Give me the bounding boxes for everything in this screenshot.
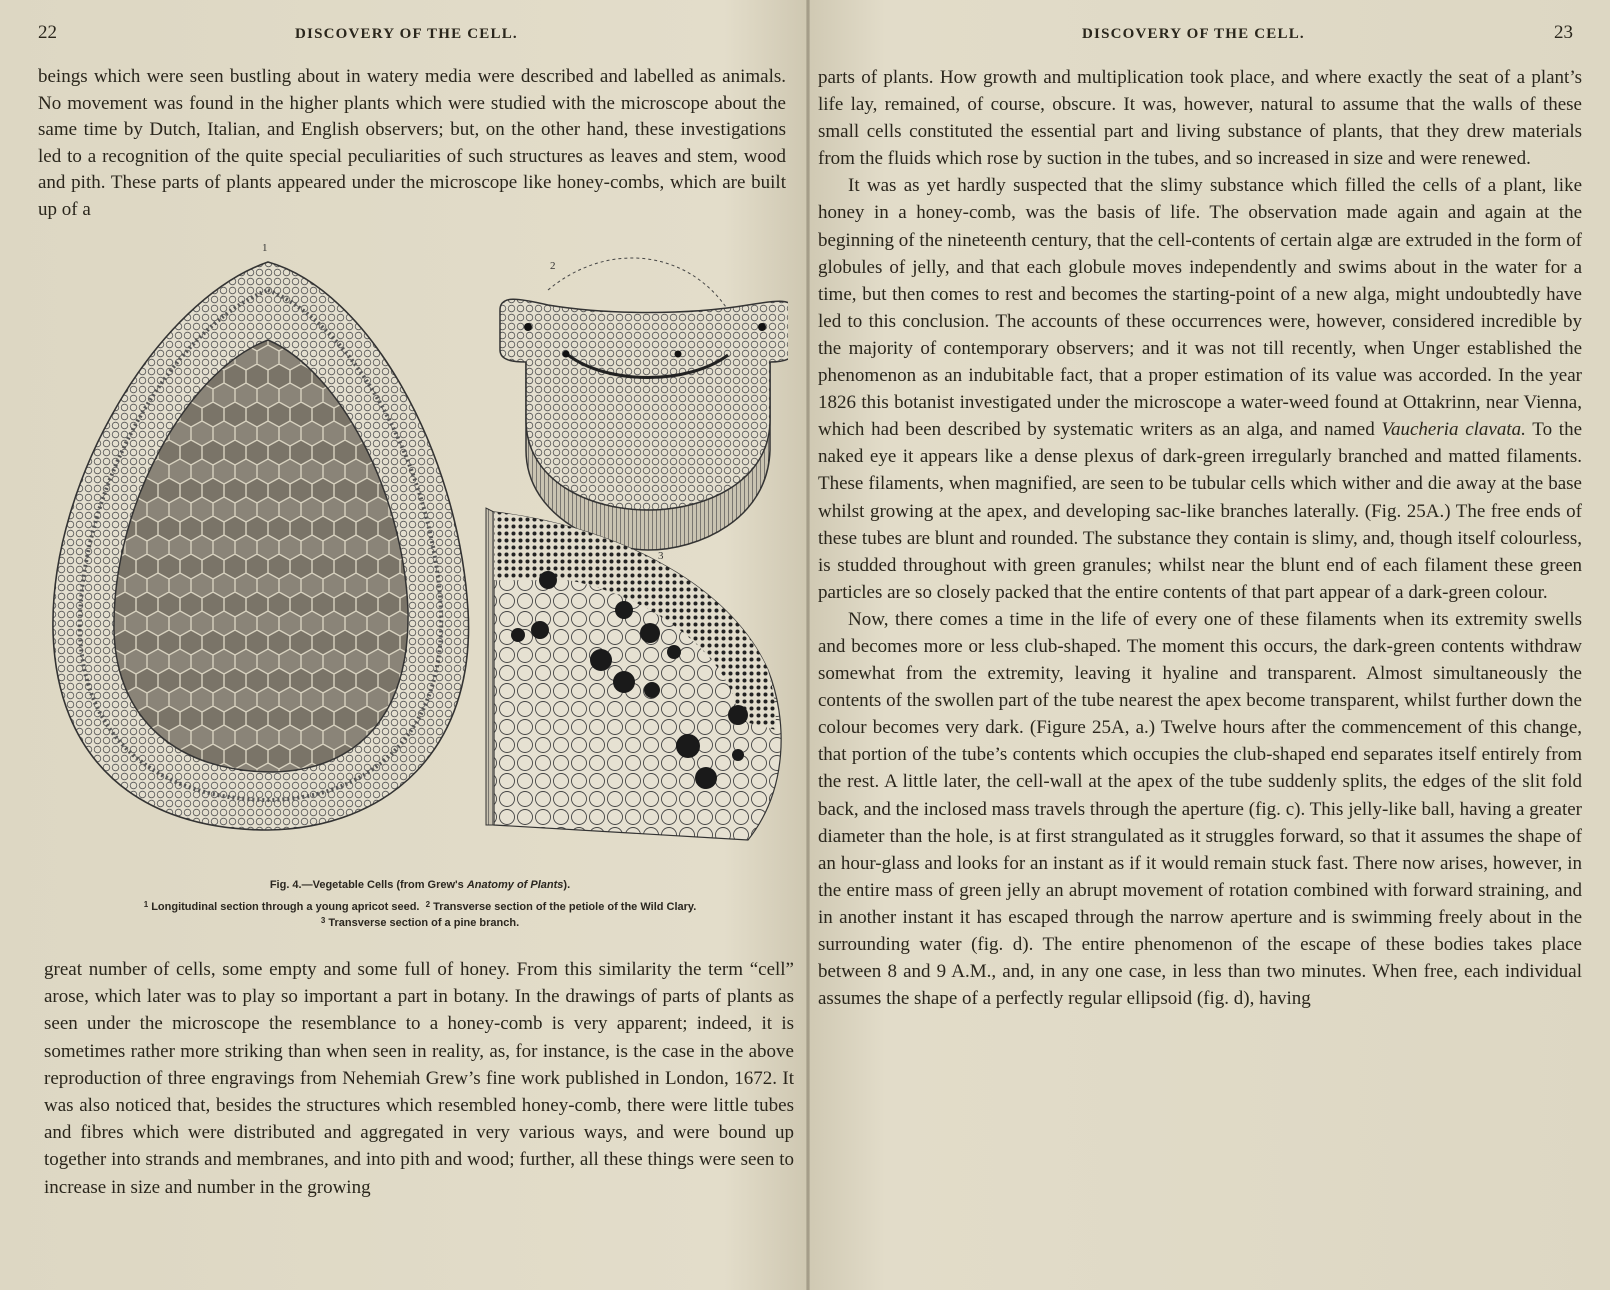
paragraph: great number of cells, some empty and some full of honey. From this similarity the term “cell” arose, which later was to play so important a part in botany. In the drawings of parts of plants as seen under the microscope the resemblance to a honey-comb is very apparent; indeed, it is sometimes rather more striking than when seen in reality, as, for instance, is the case in the above reproduction of three engravings from Nehemiah Grew’s fine work published in London, 1672. It was also noticed that, besides the structures which resembled honey-comb, there were little tubes and fibres which were distributed and aggregated in very various ways, and were bound up together into strands and membranes, and into pith and wood; further, all these things were seen to increase in size and number in the growing [44,959,794,1198]
figure-label-3: 3 [658,550,664,562]
caption-item-2: $^2$ Transverse section of the petiole of the Wild Clary. [425,900,697,913]
paragraph: parts of plants. How growth and multiplication took place, and where exactly the seat of a plant’s life lay, remained, of course, obscure. It was, however, natural to assume that the walls of these small cells constituted the essential part and living substance of plants, that they drew materials from the fluids which rose by suction in the tubes, and so increased in size and were renewed. [818,67,1582,170]
right-page [810,0,1610,1290]
caption-item-3: $^3$ Transverse section of a pine branch. [320,916,520,929]
caption-item-1: $^1$ Longitudinal section through a young apricot seed. [143,900,420,913]
figure-illustration [48,250,788,870]
left-page-top-text [38,64,786,223]
figure-caption-title: Fig. 4.—Vegetable Cells (from Grew's Anatomy of Plants). [269,879,571,891]
figure-vegetable-cells [48,242,788,870]
paragraph: beings which were seen bustling about in watery media were described and labelled as animals. No movement was found in the higher plants which were studied with the microscope about the same time by Dutch, Italian, and English observers; but, on the other hand, these investigations led to a recognition of the quite special peculiarities of such structures as leaves and stem, wood and pith. These parts of plants appeared under the microscope like honey-combs, which are built up of a [38,66,786,220]
running-head-left: DISCOVERY OF THE CELL. [295,26,518,42]
figure-label-1: 1 [262,242,268,254]
paragraph: It was as yet hardly suspected that the slimy substance which filled the cells of a plant, like honey in a honey-comb, was the basis of life. The observation made again and again at the beginning of the nineteenth century, that the cell-contents of certain algæ are extruded in the form of globules of jelly, and that each globule moves independently and swims about in the water for a time, but then comes to rest and becomes the starting-point of a new alga, might undoubtedly have led to this conclusion. The accounts of these occurrences were, however, considered incredible by the majority of contemporary observers; and it was not till recently, when Unger established the phenomenon as an indubitable fact, that a proper estimation of its value was accorded. In the year 1826 this botanist investigated under the microscope a water-weed found at Ottakrinn, near Vienna, which had been described by systematic writers as an alga, and named Vaucheria clavata. To the naked eye it appears like a dense plexus of dark-green irregularly branched and matted filaments. These filaments, when magnified, are seen to be tubular cells which wither and die away at the base whilst growing at the apex, and developing sac-like branches laterally. (Fig. 25A.) The free ends of these tubes are blunt and rounded. The substance they contain is slimy, and, though itself colourless, is studded throughout with green granules; whilst near the blunt end of each filament these green particles are so closely packed that the entire contents of that part appear of a dark-green colour. [818,175,1583,603]
page-number-right: 23 [1554,22,1573,43]
page-number-left: 22 [38,22,57,43]
figure-caption [40,878,800,930]
figure-label-2: 2 [550,260,556,272]
left-page-bottom-text [44,956,794,1201]
running-head-right: DISCOVERY OF THE CELL. [1082,26,1305,42]
right-page-text [818,64,1582,1012]
paragraph: Now, there comes a time in the life of every one of these filaments when its extremity swells and becomes more or less club-shaped. The moment this occurs, the dark-green contents withdraw somewhat from the extremity, leaving it hyaline and transparent. Almost simultaneously the contents of the swollen part of the tube nearest the apex become transparent, whilst further down the colour becomes very dark. (Figure 25A, a.) Twelve hours after the commencement of this change, that portion of the tube’s contents which occupies the club-shaped end separates itself entirely from the rest. A little later, the cell-wall at the apex of the tube suddenly splits, the edges of the slit fold back, and the inclosed mass travels through the aperture (fig. c). This jelly-like ball, having a greater diameter than the hole, is at first strangulated as it struggles forward, so that it assumes the shape of an hour-glass and looks for an instant as if it would remain stuck fast. There now arises, however, in the entire mass of green jelly an abrupt movement of rotation combined with forward straining, and in another instant it has escaped through the narrow aperture and is swimming freely about in the surrounding water (fig. d). The entire phenomenon of the escape of these bodies takes place between 8 and 9 A.M., and, in any one case, in less than two minutes. When free, each individual assumes the shape of a perfectly regular ellipsoid (fig. d), having [818,608,1582,1010]
